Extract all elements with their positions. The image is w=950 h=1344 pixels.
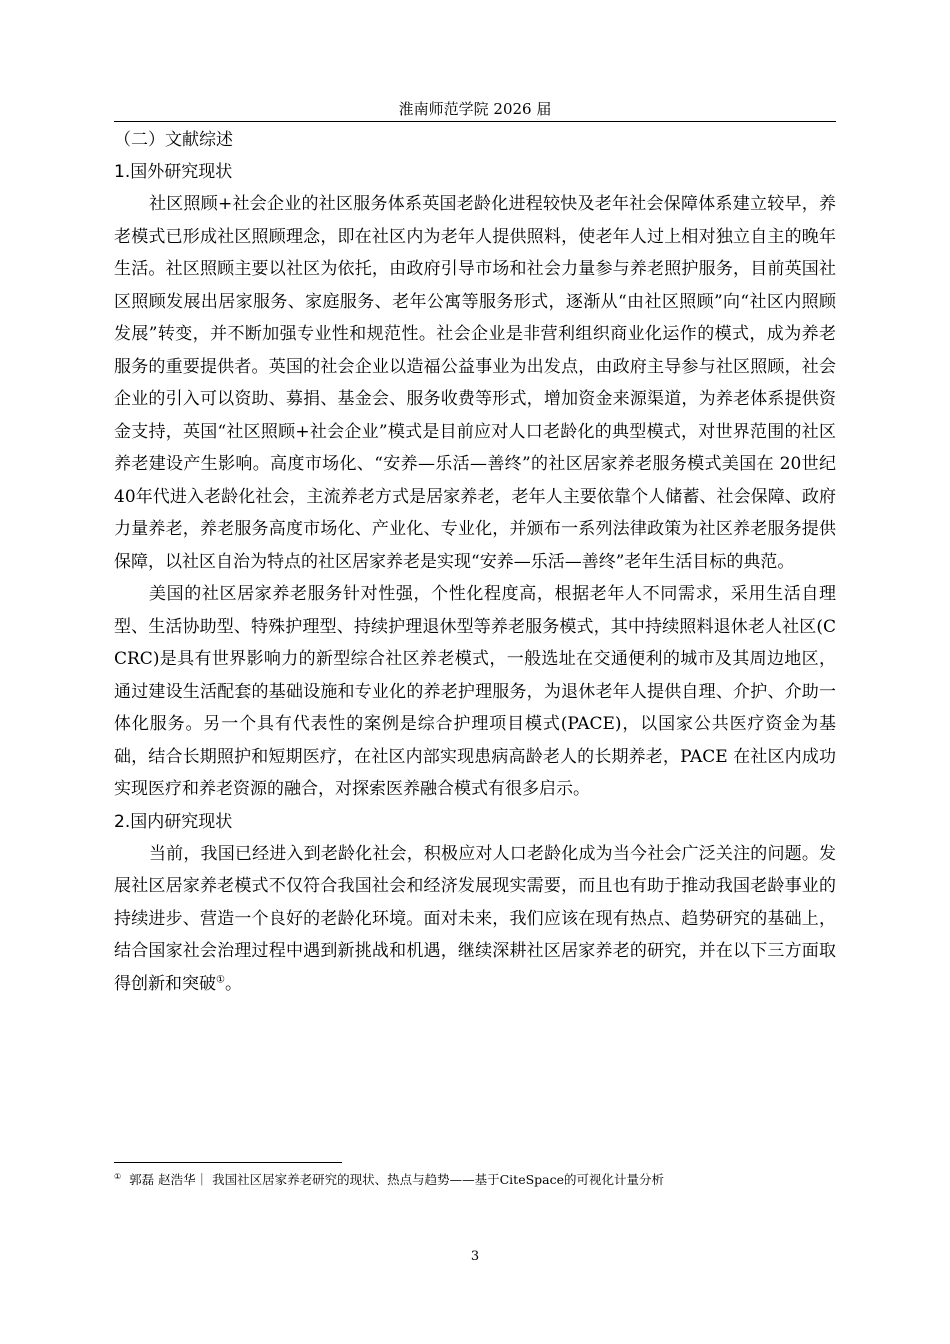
paragraph-domestic-text: 当前，我国已经进入到老龄化社会，积极应对人口老龄化成为当今社会广泛关注的问题。发展社区居家养老模式不仅符合我国社会和经济发展现实需要，而且也有助于推动我国老龄事业的持续进步、营造一个良好的老龄化环境。面对未来，我们应该在现有热点、趋势研究的基础上，结合国家社会治理过程中遇到新挑战和机遇，继续深耕社区居家养老的研究，并在以下三方面取得创新和突破 [114,843,836,994]
paragraph-foreign-1: 社区照顾+社会企业的社区服务体系英国老龄化进程较快及老年社会保障体系建立较早，养老模式已形成社区照顾理念，即在社区内为老年人提供照料，使老年人过上相对独立自主的晚年生活。社区照顾主要以社区为依托，由政府引导市场和社会力量参与养老照护服务，目前英国社区照顾发展出居家服务、家庭服务、老年公寓等服务形式，逐渐从“由社区照顾”向“社区内照顾发展”转变，并不断加强专业性和规范性。社会企业是非营利组织商业化运作的模式，成为养老服务的重要提供者。英国的社会企业以造福公益事业为出发点，由政府主导参与社区照顾，社会企业的引入可以资助、募捐、基金会、服务收费等形式，增加资金来源渠道，为养老体系提供资金支持，英国“社区照顾+社会企业”模式是目前应对人口老龄化的典型模式，对世界范围的社区养老建设产生影响。高度市场化、“安养—乐活—善终”的社区居家养老服务模式美国在 20世纪 40年代进入老龄化社会，主流养老方式是居家养老，老年人主要依靠个人储蓄、社会保障、政府力量养老，养老服务高度市场化、产业化、专业化，并颁布一系列法律政策为社区养老服务提供保障，以社区自治为特点的社区居家养老是实现“安养—乐活—善终”老年生活目标的典范。 [114,194,836,572]
page-body [114,124,836,1000]
section-heading: （二）文献综述 [114,130,233,150]
footnote-rule [114,1162,342,1163]
subsection-heading-foreign: 1.国外研究现状 [114,162,233,182]
footnote-mark: ① [114,1171,122,1181]
paragraph-foreign-2: 美国的社区居家养老服务针对性强，个性化程度高，根据老年人不同需求，采用生活自理型、生活协助型、特殊护理型、持续护理退休型等养老服务模式，其中持续照料退休老人社区(CCRC)是具有世界影响力的新型综合社区养老模式，一般选址在交通便利的城市及其周边地区，通过建设生活配套的基础设施和专业化的养老护理服务，为退休老年人提供自理、介护、介助一体化服务。另一个具有代表性的案例是综合护理项目模式(PACE)，以国家公共医疗资金为基础，结合长期照护和短期医疗，在社区内部实现患病高龄老人的长期养老，PACE 在社区内成功实现医疗和养老资源的融合，对探索医养融合模式有很多启示。 [114,584,836,799]
paragraph-domestic-end: 。 [224,973,242,994]
running-header: 淮南师范学院 2026 届 [398,100,552,118]
paragraph-domestic [114,838,836,1001]
footnote [114,1171,836,1189]
footnote-reference[interactable]: ① [216,973,225,985]
footnote-text: 郭磊 赵浩华｜ 我国社区居家养老研究的现状、热点与趋势——基于CiteSpace的可视化计量分析 [129,1172,665,1187]
header-rule [114,121,836,122]
page-number: 3 [470,1249,480,1264]
subsection-heading-domestic: 2.国内研究现状 [114,811,233,832]
